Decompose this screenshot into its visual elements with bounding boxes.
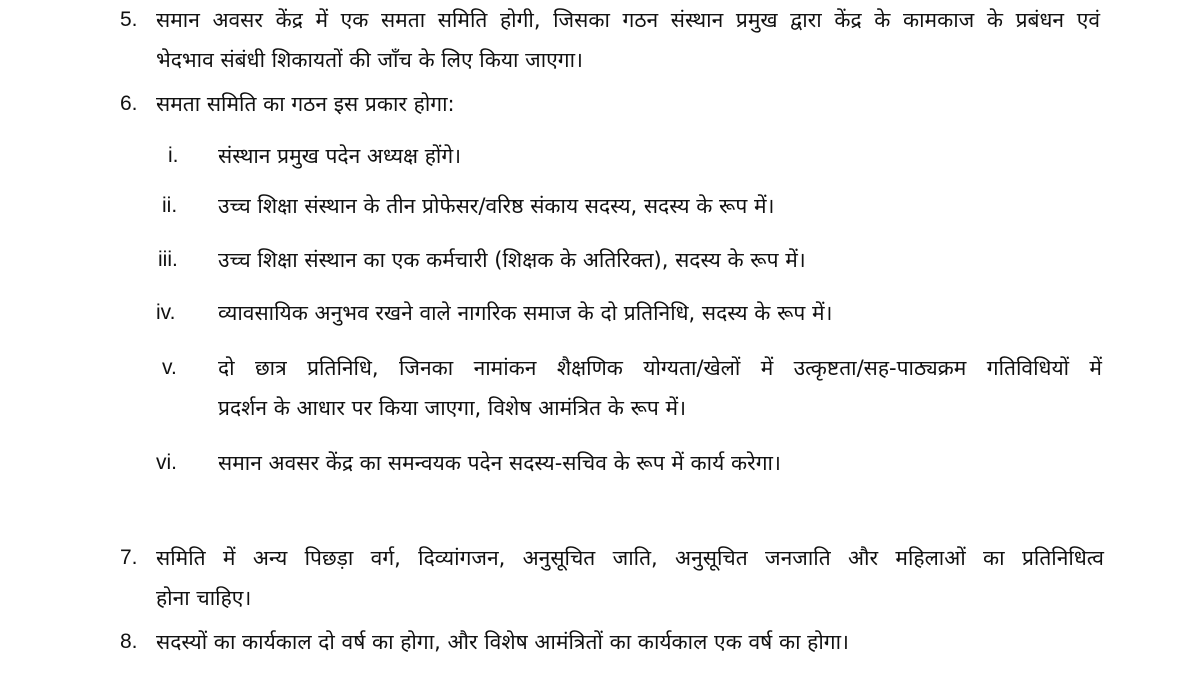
subclause-text-line: संस्थान प्रमुख पदेन अध्यक्ष होंगे। bbox=[218, 144, 462, 168]
subclause-number: iv. bbox=[156, 301, 176, 324]
subclause-number: i. bbox=[168, 144, 179, 167]
subclause-text-line: समान अवसर केंद्र का समन्वयक पदेन सदस्य-सचिव के रूप में कार्य करेगा। bbox=[218, 451, 781, 475]
subclause-text-line: उच्च शिक्षा संस्थान के तीन प्रोफेसर/वरिष्ठ संकाय सदस्य, सदस्य के रूप में। bbox=[218, 194, 775, 218]
subclause-text-line: प्रदर्शन के आधार पर किया जाएगा, विशेष आमंत्रित के रूप में। bbox=[218, 396, 687, 420]
clause-number: 7. bbox=[120, 546, 138, 569]
clause-text-line: समान अवसर केंद्र में एक समता समिति होगी, जिसका गठन संस्थान प्रमुख द्वारा केंद्र के कामकाज के प्रबंधन एवं bbox=[156, 8, 1100, 32]
clause-text-line: समता समिति का गठन इस प्रकार होगा: bbox=[156, 92, 455, 116]
subclause-number: vi. bbox=[156, 451, 177, 474]
subclause-text-line: दो छात्र प्रतिनिधि, जिनका नामांकन शैक्षणिक योग्यता/खेलों में उत्कृष्टता/सह-पाठ्यक्रम गतिविधियों में bbox=[218, 356, 1102, 380]
subclause-text-line: व्यावसायिक अनुभव रखने वाले नागरिक समाज के दो प्रतिनिधि, सदस्य के रूप में। bbox=[218, 301, 833, 325]
clause-text-line: सदस्यों का कार्यकाल दो वर्ष का होगा, और विशेष आमंत्रितों का कार्यकाल एक वर्ष का होगा। bbox=[156, 630, 849, 654]
clause-text-line: समिति में अन्य पिछड़ा वर्ग, दिव्यांगजन, अनुसूचित जाति, अनुसूचित जनजाति और महिलाओं का प्रतिनिधित्व bbox=[156, 546, 1104, 570]
subclause-text-line: उच्च शिक्षा संस्थान का एक कर्मचारी (शिक्षक के अतिरिक्त), सदस्य के रूप में। bbox=[218, 248, 806, 272]
clause-number: 5. bbox=[120, 8, 138, 31]
clause-number: 8. bbox=[120, 630, 138, 653]
subclause-number: ii. bbox=[162, 194, 178, 217]
subclause-number: iii. bbox=[158, 248, 178, 271]
clause-text-line: भेदभाव संबंधी शिकायतों की जाँच के लिए किया जाएगा। bbox=[156, 48, 583, 72]
clause-text-line: होना चाहिए। bbox=[156, 586, 252, 610]
clause-number: 6. bbox=[120, 92, 138, 115]
subclause-number: v. bbox=[162, 356, 177, 379]
